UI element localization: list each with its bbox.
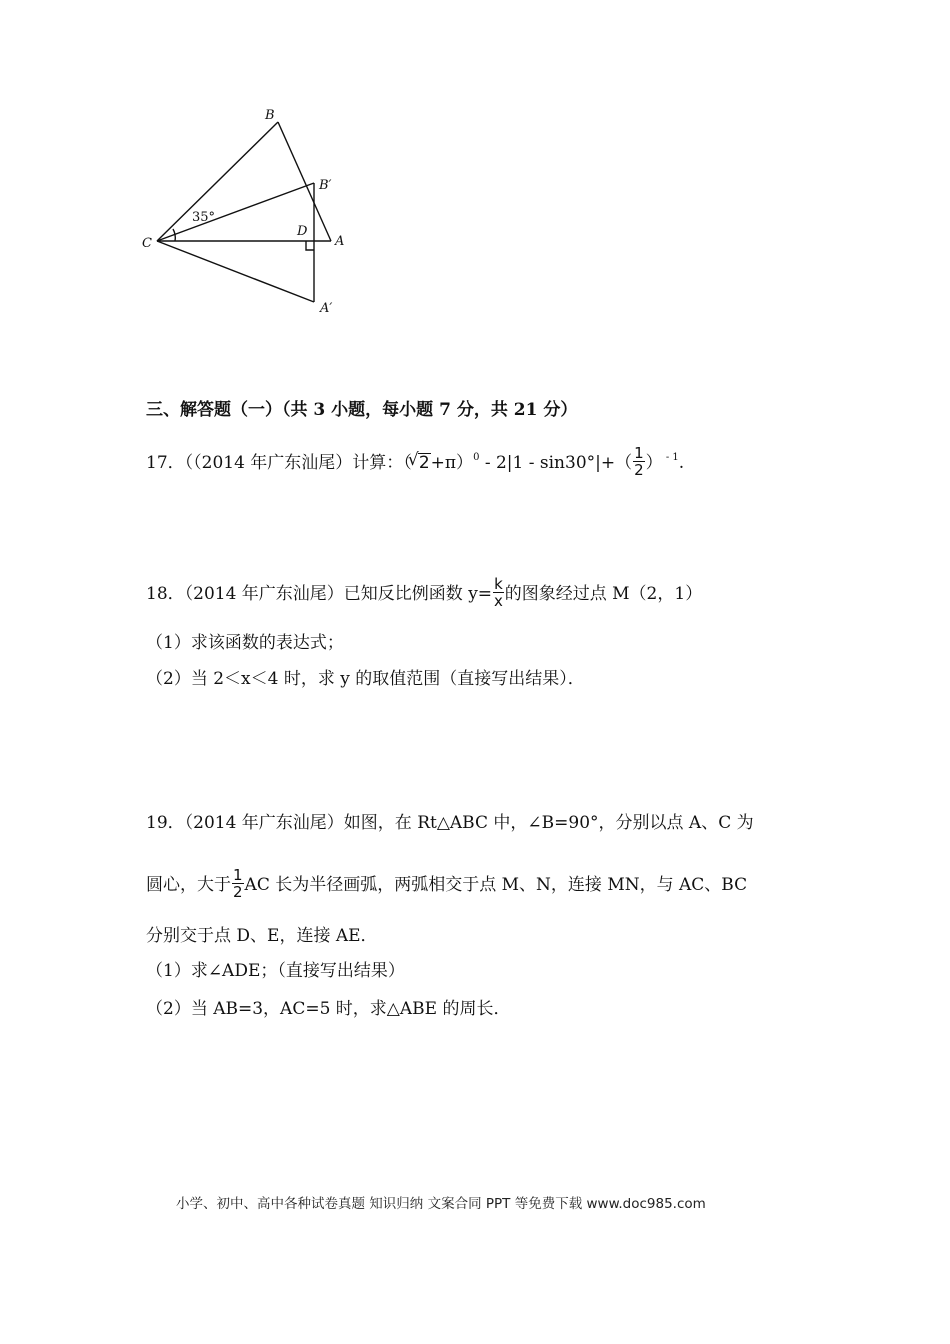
q17-plus-pi: +π） — [430, 453, 474, 473]
question-17 — [146, 444, 685, 480]
q19-fraction — [232, 867, 244, 900]
q18-prefix: 18．（2014 年广东汕尾）已知反比例函数 y= — [146, 584, 493, 604]
q18-part1: （1）求该函数的表达式； — [146, 633, 344, 653]
q19-part1: （1）求∠ADE；（直接写出结果） — [146, 961, 405, 981]
q19-line1: 19．（2014 年广东汕尾）如图，在 Rt△ABC 中，∠B=90°，分别以点 A、C 为 — [146, 813, 754, 833]
segment-cb — [157, 122, 278, 241]
q19-frac-den: 2 — [233, 883, 243, 901]
q18-fraction — [493, 576, 504, 609]
q19-line2-post: AC 长为半径画弧，两弧相交于点 M、N，连接 MN，与 AC、BC — [244, 875, 748, 895]
question-18 — [146, 575, 703, 611]
right-angle-mark — [306, 241, 314, 250]
q17-frac-den: 2 — [634, 461, 644, 479]
q18-frac-den: x — [493, 592, 503, 610]
segment-cbprime — [157, 183, 314, 241]
label-d: D — [297, 224, 308, 239]
q19-part2: （2）当 AB=3，AC=5 时，求△ABE 的周长． — [146, 999, 511, 1019]
q17-close: ） — [645, 453, 663, 473]
label-b: B — [265, 108, 275, 123]
q19-frac-num: 1 — [233, 866, 243, 884]
q17-fraction — [633, 445, 645, 478]
q17-end: . — [678, 453, 685, 473]
label-angle: 35° — [192, 210, 216, 225]
label-a: A — [335, 234, 345, 249]
label-c: C — [142, 236, 152, 251]
q18-suffix: 的图象经过点 M（2，1） — [504, 584, 703, 604]
sqrt-expression: √ 2 — [418, 453, 431, 472]
label-b-prime: B′ — [319, 178, 332, 193]
label-a-prime: A′ — [320, 301, 333, 316]
page-footer: 小学、初中、高中各种试卷真题 知识归纳 文案合同 PPT 等免费下载 www.doc985.com — [176, 1196, 706, 1212]
q17-exponent-zero: 0 — [473, 452, 480, 463]
q19-line2-pre: 圆心，大于 — [146, 875, 231, 895]
q19-line3: 分别交于点 D、E，连接 AE． — [146, 926, 378, 946]
q19-line2 — [146, 866, 748, 902]
q17-prefix: 17．（（2014 年广东汕尾）计算：（ — [146, 453, 412, 473]
q18-frac-num: k — [494, 575, 503, 593]
q17-frac-num: 1 — [634, 444, 644, 462]
q17-exponent-neg1: - 1 — [662, 452, 679, 463]
segment-c-aprime — [157, 241, 314, 302]
section-title: 三、解答题（一）（共 3 小题，每小题 7 分，共 21 分） — [146, 400, 578, 420]
q18-part2: （2）当 2＜x＜4 时，求 y 的取值范围（直接写出结果）． — [146, 669, 585, 689]
q17-mid: - 2|1 - sin30°|+（ — [479, 453, 633, 473]
triangle-figure — [130, 105, 370, 325]
